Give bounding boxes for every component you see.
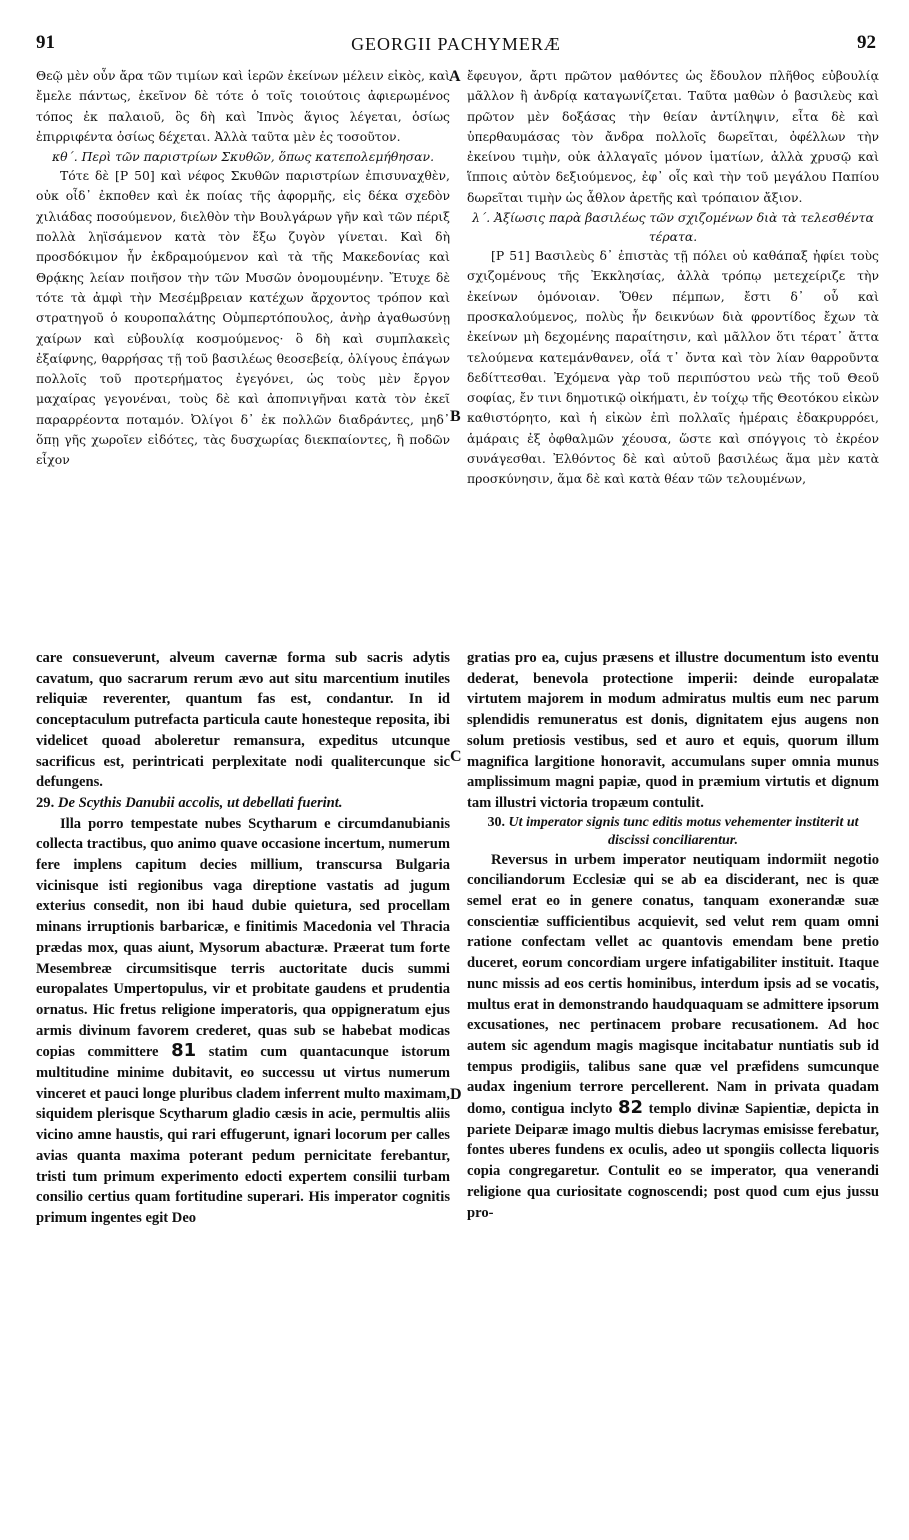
greek-left-column	[36, 66, 450, 646]
margin-letter-c: C	[450, 748, 462, 765]
latin-right-column	[467, 648, 879, 1448]
margin-letter-a: A	[449, 68, 461, 85]
latin-paragraph: care consueverunt, alveum cavernæ forma sub sacris adytis cavatum, quo sacrarum rerum ævo aut situ marcentium inutiles reliquiæ reverenter, quantum fas est, condantur. In id conceptaculum putrefacta particula caute honesteque reposita, ibi videlicet quoad aboleretur remansura, expeditus utcunque sacrificus est, perintricati perplexitate nodi qualitercunque sic defungens.	[36, 650, 450, 791]
margin-letter-d: D	[450, 1086, 462, 1103]
greek-section-heading: λ΄. Ἀξίωσις παρὰ βασιλέως τῶν σχιζομένων διὰ τὰ τελεσθέντα τέρατα.	[472, 210, 874, 245]
edition-page-marker: 82	[617, 1097, 644, 1119]
running-header	[36, 32, 876, 58]
left-page-number: 91	[36, 32, 55, 53]
right-page-number: 92	[857, 32, 876, 53]
latin-text-run: statim cum quantacunque istorum multitudine minime dubitavit, eo successu ut virtus numerum vinceret et pauci longe pluribus cladem inferrent multo maximam, siquidem plerisque Scytharum gladio cæsis in acie, permultis aliis vicino amne haustis, qui rari effugerunt, ignari locorum per calles avias quanta maxima poterant pedum pernicitate ferebantur, tristi tum primum experimento edocti expertem consilii turbam consilio certius quam fortitudine superari. His imperator cognitis primum ingentes egit Deo	[36, 1044, 450, 1226]
latin-text-run: Reversus in urbem imperator neutiquam indormiit negotio conciliandorum Ecclesiæ qui se ab ea disciderant, nec is quæ semel erat eo in genere conatus, tanquam exonerandæ suæ conscientiæ sufficientibus acquievit, sed velut rem quam omni ratione confectam vellet ac quantovis emendam bene pretio duceret, eorum concordiam urgere infatigabiliter instituit. Itaque nunc missis ad eos certis hominibus, interdum ipsis ad se vocatis, multus erat in demonstrando haudquaquam se admittere ipsorum excusationes, nec pertinacem probare recusationem. Ad hoc autem sic agendum magis magisque incitabatur nuntiatis sub id tempus prodigiis, talibus sane quæ vel præfidens sumcunque audax ingenium terrore percellerent. Nam in privata quadam domo, contigua inclyto	[467, 851, 879, 1118]
section-title: Ut imperator signis tunc editis motus vehementer institerit ut discissi conciliarentur.	[508, 814, 859, 848]
greek-section-heading: κθ΄. Περὶ τῶν παριστρίων Σκυθῶν, ὅπως κατεπολεμήθησαν.	[51, 149, 435, 165]
greek-paragraph: Θεῷ μὲν οὖν ἄρα τῶν τιμίων καὶ ἱερῶν ἐκείνων μέλειν εἰκὸς, καὶ ἔμελε πάντως, ἐκεῖνον δὲ τότε ὁ τοῖς τοιούτοις ἀφιερωμένος τόπος ἐκ παλαιοῦ, ὃς δὴ καὶ Ἰπνὸς ἅγιος λέγεται, ὁσίως ἐπιρριφέντα ὁσίως δέχεται. Ἀλλὰ ταῦτα μὲν ἐς τοσοῦτον.	[36, 68, 450, 144]
latin-section-heading	[467, 814, 879, 850]
latin-paragraph	[467, 850, 879, 1224]
margin-letter-b: B	[450, 408, 461, 425]
latin-text-run: templo divinæ Sapientiæ, depicta in pariete Deiparæ imago multis diebus lacrymas emisisse ferebatur, fontes uberes fundens ex oculis, adeo ut spongiis collecta liquoris copia congregaretur. Contulit eo se imperator, qua venerandi religione qua curiositate cognoscendi; post quod cum ejus jussu pro-	[467, 1101, 879, 1221]
greek-paragraph: Τότε δὲ [P 50] καὶ νέφος Σκυθῶν παριστρίων ἐπισυναχθὲν, οὐκ οἶδ᾽ ἐκποθεν καὶ ἐκ ποίας τῆς ἀφορμῆς, εἰς δέκα σχεδὸν χιλιάδας ποσούμενον, διελθὸν τὴν Βουλγάρων γῆν καὶ τῶν πέριξ πολλὰ ληϊσάμενον κατὰ τὸν ἔξω ζυγὸν γίνεται. Καὶ δὴ προσδόκιμον ἦν ἐκδραμούμενον καὶ τὰ τῆς Μακεδονίας καὶ Θρᾴκης λείαν ποιῆσον τὴν τῶν Μυσῶν ὀνομουμένην. Ἔτυχε δὲ τότε τὰ ἀμφὶ τὴν Μεσέμβρειαν κατέχων ἄρχοντος τρόπον καὶ στρατηγοῦ ὁ κουροπαλάτης Οὐμπερτόπουλος, ἀνὴρ ἀγαθωσύνῃ χαίρων καὶ εὐβουλίᾳ κοσμούμενος· ὃ δὴ καὶ συμπλακεὶς ἐξαίφνης, θαρρήσας τῇ τοῦ βασιλέως θεοσεβείᾳ, ὀλίγους ἐπάγων πολλοῖς τοῦ προτερήματος ἐγεγόνει, ὡς τοὺς μὲν ἔργον μαχαίρας γεγονέναι, τοὺς δὲ καὶ ἀποπνιγῆναι κατὰ τὸν ἐκεῖ παραρρέοντα ποταμόν. Ὀλίγοι δ᾽ ἐκ πολλῶν διαδράντες, μηδ᾽ ὅπῃ γῆς χωροῖεν εἰδότες, τὰς δυσχωρίας διεκπαίοντες, ἣ ποδῶν εἶχον	[36, 168, 450, 468]
greek-right-column	[467, 66, 879, 646]
latin-text-run: Illa porro tempestate nubes Scytharum e circumdanubianis collecta tractibus, quo animo quave occasione incertum, numerum fere implens capitum decies millium, transcursa Bulgaria vicinisque isti regionibus vaga direptione vastatis ad jugum exterius consedit, non ibi haud dubie quietura, sed procellam minans irruptionis barbaricæ, e finitimis Macedonia vel Thracia prædas mox, quas aiunt, Mysorum abacturæ. Præerat tum forte Mesembreæ circumsitisque terris auctoritate ducis summi europalates Umpertopulus, vir et probitate gaudens et prudentia ornatus. Hic fretus religione imperatoris, qua oppigneratum ejus armis divinum favorem crederet, quas sub se habebat modicas copias committere	[36, 815, 450, 1061]
running-title: GEORGII PACHYMERÆ	[351, 34, 561, 54]
latin-paragraph	[36, 814, 450, 1229]
latin-section-heading	[36, 793, 450, 814]
greek-paragraph: [P 51] Βασιλεὺς δ᾽ ἐπιστὰς τῇ πόλει οὐ καθάπαξ ἠφίει τοὺς σχιζομένους τῆς Ἐκκλησίας, ἀλλὰ τρόπῳ μετεχείριζε τὴν ἐκείνων ὁμόνοιαν. Ὅθεν πέμπων, ἔστι δ᾽ οὗ καὶ προσκαλούμενος, πολὺς ἦν δεικνύων διὰ φροντίδος ἔχων τὰ ἐκείνων μὴ δεχομένης παραίτησιν, καὶ μᾶλλον ὅτι τέρατ᾽ ἄττα τελούμενα κατεμάνθανεν, οἷά τ᾽ ὄντα καὶ τὸν λίαν θαρροῦντα δεδίττεσθαι. Ἐχόμενα γὰρ τοῦ περιπύστου νεὼ τῆς τοῦ Θεοῦ σοφίας, ἔν τινι δημοτικῷ οἰκήματι, ἐν τοίχῳ τῆς Θεοτόκου εἰκὼν καθιστόρητο, καὶ ἡ εἰκὼν ἐπὶ πολλαῖς ἡμέραις ἐδακρυρρόει, ἁμάραις ἐξ ὀφθαλμῶν χέουσα, ὥστε καὶ σπόγγοις τὸ ἐκρέον συνάγεσθαι. Ἐλθόντος δὲ καὶ αὐτοῦ βασιλέως ἅμα μὲν κατὰ προσκύνησιν, ἅμα δὲ καὶ κατὰ θέαν τῶν τελουμένων,	[467, 248, 879, 487]
section-number: 30.	[487, 814, 505, 830]
edition-page-marker: 81	[171, 1040, 197, 1062]
latin-paragraph: gratias pro ea, cujus præsens et illustre documentum isto eventu dederat, benevola protectione imperii: deinde europalatæ virtutem majorem in modum admiratus multis eum nec parum splendidis remuneratus est donis, dignitatem ejus augens non solum pretiosis vestibus, sed et auro et equis, quorum illum magnifica largitione honoravit, accumulans super omnia munus amplissimum magni papiæ, quod in præmium virtutis et dignum tam illustri victoria tropæum contulit.	[467, 650, 879, 811]
greek-paragraph: ἔφευγον, ἄρτι πρῶτον μαθόντες ὡς ἔδουλον πλῆθος εὐβουλίᾳ μᾶλλον ἢ ἀνδρίᾳ καταγωνίζεται. Ταῦτα μαθὼν ὁ βασιλεὺς καὶ πρῶτον μὲν δοξάσας τὴν θείαν ἀντίληψιν, εἶτα δὲ καὶ ὑπερθαυμάσας τὸν ἄνδρα πολλοῖς δωρεῖται, ὀφέλλων τὴν ἐκείνου τιμὴν, οὐκ ἀλλαγαῖς μόνον ἱματίων, ἀλλὰ χρυσῷ καὶ ἵπποις αὐτὸν δεξιούμενος, ἐφ᾽ οἷς καὶ τὴν τοῦ μεγάλου Παπίου δωρεῖται τιμὴν ὡς ἆθλον ἀρετῆς καὶ τρόπαιον ἄξιον.	[467, 68, 879, 205]
section-number: 29.	[36, 794, 55, 811]
latin-left-column	[36, 648, 450, 1448]
section-title: De Scythis Danubii accolis, ut debellati fuerint.	[57, 794, 343, 811]
